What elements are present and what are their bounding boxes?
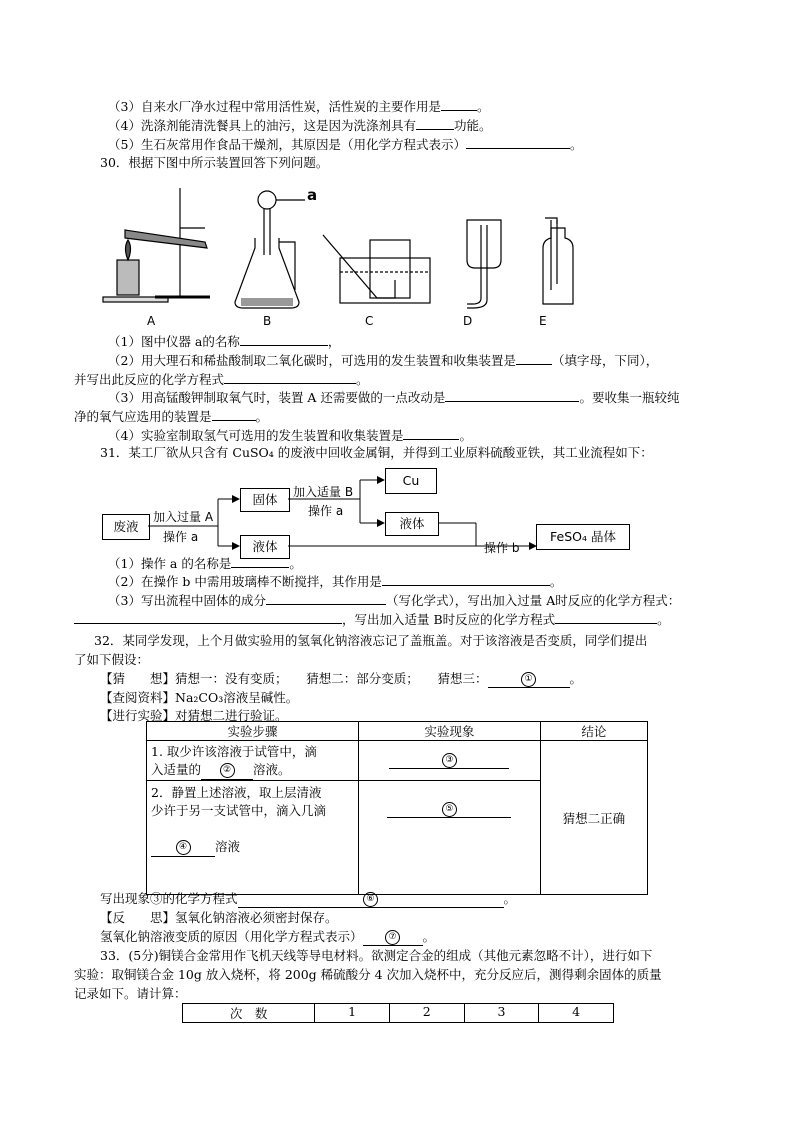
flow-product: FeSO₄ 晶体 [536,524,630,550]
mark-1: ① [521,672,536,687]
mark-4: ④ [176,840,191,855]
q32-experiment: 【进行实验】对猜想二进行验证。 [100,708,288,723]
q31-3: （3）写出流程中固体的成分 （写化学式），写出加入过量 A时反应的化学方程式： [108,593,681,608]
flow-add-b: 加入适量 B [293,485,354,499]
apparatus-b [235,191,305,308]
q32-intro: 32．某同学发现，上个月做实验用的氢氧化钠溶液忘记了盖瓶盖。对于该溶液是否变质，同学们提出 [94,633,648,648]
th-conclusion: 结论 [540,722,647,741]
mark-3: ③ [442,753,457,768]
th-phenomenon: 实验现象 [358,722,540,741]
q32-reflect: 【反 思】氢氧化钠溶液必须密封保存。 [100,910,338,925]
q30-3: （3）用高锰酸钾制取氧气时，装置 A 还需要做的一点改动是 。要收集一瓶较纯 [108,390,680,405]
q30-3c: 净的氧气应选用的装置是 。 [74,409,269,424]
label-a: A [147,314,156,328]
label-b: B [263,314,272,328]
apparatus-figure [95,180,595,330]
mark-6: ⑥ [363,892,378,907]
q30-title: 30．根据下图中所示装置回答下列问题。 [100,155,329,170]
q32-intro-2: 了如下假设： [74,652,150,667]
flow-waste: 废液 [102,514,150,540]
apparatus-d [467,220,501,308]
flow-op-a-1: 操作 a [163,530,199,544]
flow-cu: Cu [385,468,437,494]
col-3: 3 [464,1004,539,1023]
phenomenon-1 [358,741,540,781]
flow-solid: 固体 [240,488,290,512]
flow-add-a: 加入过量 A [153,510,214,524]
q31-1: （1）操作 a 的名称是 。 [108,556,302,571]
col-2: 2 [389,1004,464,1023]
q31-2: （2）在操作 b 中需用玻璃棒不断搅拌，其作用是 。 [108,574,563,589]
q32-reason: 氢氧化钠溶液变质的原因（用化学方程式表示） ⑦ 。 [100,929,436,944]
conclusion-cell: 猜想二正确 [540,741,647,895]
q30-1: （1）图中仪器 a的名称 ， [108,334,341,349]
q31-3c: ，写出加入适量 B时反应的化学方程式 。 [74,611,670,628]
mark-2: ② [220,763,235,778]
apparatus-c [323,235,430,303]
th-step: 实验步骤 [147,722,359,741]
flow-liquid-2: 液体 [385,512,439,536]
step-1: 1. 取少许该溶液于试管中，滴 入适量的 ② 溶液。 [147,741,359,781]
label-c: C [365,314,374,328]
q33-intro-3: 记录如下。请计算： [74,986,187,1001]
apparatus-a-label: a [307,186,318,204]
phenomenon-2 [358,781,540,895]
col-4: 4 [539,1004,614,1023]
q30-4: （4）实验室制取氢气可选用的发生装置和收集装置是 。 [108,428,472,443]
data-table [182,1003,614,1023]
q32-lookup: 【查阅资料】Na₂CO₃溶液呈碱性。 [100,690,299,705]
q33-intro-2: 实验：取铜镁合金 10g 放入烧杯，将 200g 稀硫酸分 4 次加入烧杯中，充分反应后，测得剩余固体的质量 [74,967,662,982]
q30-2: （2）用大理石和稀盐酸制取二氧化碳时，可选用的发生装置和收集装置是 （填字母，下同）， [108,353,659,368]
q31-title: 31．某工厂欲从只含有 CuSO₄ 的废液中回收金属铜，并得到工业原料硫酸亚铁，其工业流程如下： [100,445,653,460]
step-2: 2．静置上述溶液，取上层清液 少许于另一支试管中，滴入几滴 ④ 溶液 [147,781,359,895]
mark-7: ⑦ [385,930,400,945]
flow-op-b: 操作 b [484,541,520,555]
apparatus-a [103,188,210,302]
q32-guess: 【猜 想】猜想一：没有变质； 猜想二：部分变质； 猜想三： ① 。 [100,671,583,686]
q29-4: （4）洗涤剂能清洗餐具上的油污，这是因为洗涤剂具有 功能。 [108,118,492,133]
flow-liquid-1: 液体 [240,535,290,559]
q32-eq3: 写出现象③的化学方程式 ⑥ 。 [100,891,517,906]
q33-intro: 33．(5分)铜镁合金常用作飞机天线等导电材料。欲测定合金的组成（其他元素忽略不计），进行如下 [100,948,653,963]
experiment-table [146,721,648,895]
q30-2c: 并写出此反应的化学方程式 。 [74,372,369,387]
q29-5: （5）生石灰常用作食品干燥剂，其原因是（用化学方程式表示） 。 [108,137,583,152]
mark-5: ⑤ [442,802,457,817]
col-1: 1 [315,1004,390,1023]
data-table-header: 次 数 [183,1004,315,1023]
label-d: D [463,314,473,328]
apparatus-e [543,218,573,304]
q29-3: （3）自来水厂净水过程中常用活性炭，活性炭的主要作用是 。 [108,99,490,114]
label-e: E [539,314,547,328]
flow-op-a-2: 操作 a [308,504,344,518]
